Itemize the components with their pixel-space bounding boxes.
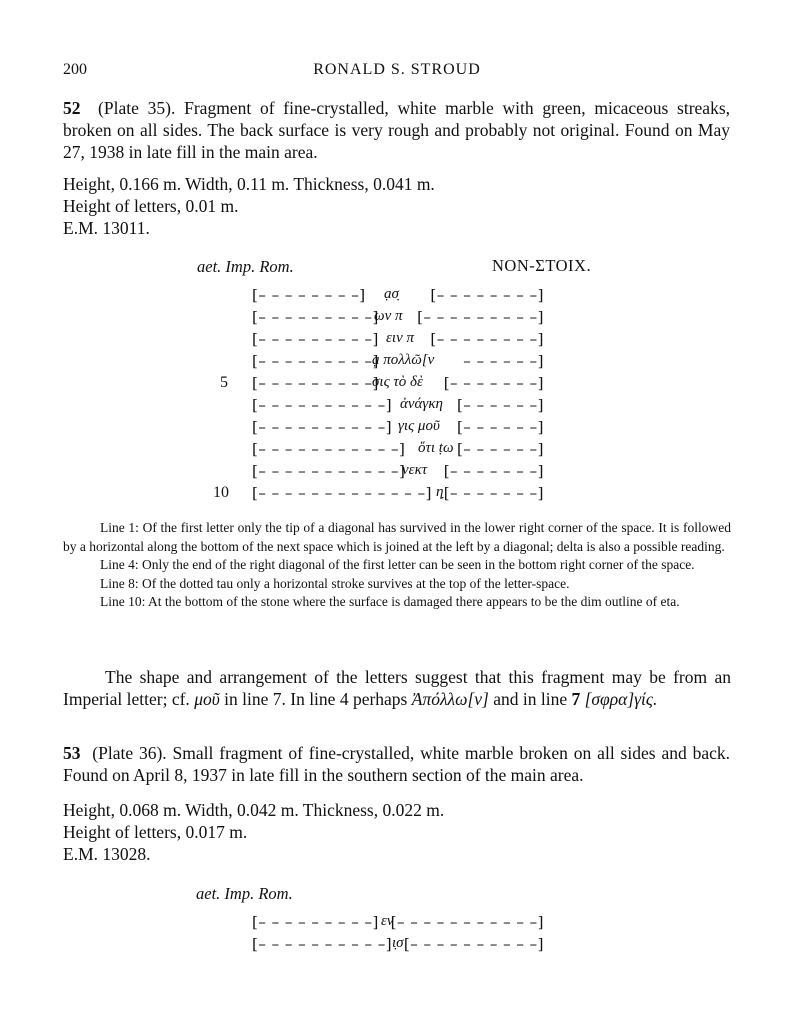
lacuna-left: [– – – – – – – – – –] bbox=[252, 935, 393, 953]
running-title: RONALD S. STROUD bbox=[313, 61, 481, 78]
greek-text: ὅτι ṭω bbox=[418, 440, 454, 456]
entry-52-description bbox=[63, 97, 730, 163]
lacuna-right: [– – – – – –] bbox=[456, 440, 544, 458]
greek-text: η̣ bbox=[436, 484, 444, 500]
lacuna-right: [– – – – – – – –] bbox=[430, 286, 544, 304]
lacuna-right: [– – – – – – – – – – –] bbox=[390, 913, 544, 931]
greek-text: ι̣σ bbox=[392, 935, 404, 951]
line-number-5: 5 bbox=[220, 374, 228, 391]
commentary-greek-2: Ἀπόλλω[ν] bbox=[411, 689, 489, 709]
lacuna-right: [– – – – – – –] bbox=[443, 374, 544, 392]
entry-53-number: 53 bbox=[63, 743, 81, 763]
entry-53-measurements bbox=[63, 799, 444, 865]
lacuna-right: [– – – – – – –] bbox=[443, 462, 544, 480]
greek-text: ἀνάγκη bbox=[400, 396, 443, 412]
entry-53-text: (Plate 36). Small fragment of fine-crystalled, white marble broken on all sides and back. Found on April 8, 1937 in late fill in the southern section of the main area. bbox=[63, 743, 731, 785]
entry-52-measurements bbox=[63, 173, 435, 239]
inscription-line-4 bbox=[252, 352, 544, 374]
entry-52-dimensions: Height, 0.166 m. Width, 0.11 m. Thickness, 0.041 m. bbox=[63, 174, 435, 194]
entry-53-inventory: E.M. 13028. bbox=[63, 844, 151, 864]
lacuna-left: [– – – – – – – – – – –] bbox=[252, 440, 406, 458]
line-number-10: 10 bbox=[213, 484, 229, 501]
entry-52-text: (Plate 35). Fragment of fine-crystalled, white marble with green, micaceous streaks, broken on all sides. The back surface is very rough and probably not original. Found on May 27, 1938 in late fill in the main area. bbox=[63, 98, 730, 162]
lacuna-right: [– – – – – – – –] bbox=[430, 330, 544, 348]
greek-text: σις τὸ δὲ bbox=[372, 374, 423, 390]
lacuna-right: [– – – – – – – – – –] bbox=[403, 935, 544, 953]
entry-52-style-label: NON-ΣTOIX. bbox=[492, 256, 592, 275]
lacuna-left: [– – – – – – – – –] bbox=[252, 374, 379, 392]
lacuna-left: [– – – – – – – – – –] bbox=[252, 418, 393, 436]
greek-text: ạσ̣ bbox=[384, 286, 399, 302]
entry-52-date-label: aet. Imp. Rom. bbox=[197, 257, 294, 276]
entry-53-description bbox=[63, 742, 730, 786]
greek-text: ων π bbox=[374, 308, 403, 324]
note-line-8: Line 8: Of the dotted tau only a horizontal stroke survives at the top of the letter-space. bbox=[100, 575, 570, 591]
entry-52-letter-height: Height of letters, 0.01 m. bbox=[63, 196, 239, 216]
inscription-line-3 bbox=[252, 330, 544, 352]
greek-text: ạ πολλῶ[ν bbox=[372, 352, 435, 368]
lacuna-left: [– – – – – – – – – –] bbox=[252, 396, 393, 414]
lacuna-right: – – – – – –] bbox=[463, 352, 544, 370]
entry-52-number: 52 bbox=[63, 98, 81, 118]
lacuna-left: [– – – – – – – – –] bbox=[252, 913, 379, 931]
greek-text: εν bbox=[381, 913, 394, 929]
entry-52-notes bbox=[63, 519, 731, 612]
inscription-line-5 bbox=[252, 374, 544, 396]
entry-53-letter-height: Height of letters, 0.017 m. bbox=[63, 822, 248, 842]
lacuna-right: [– – – – – –] bbox=[456, 396, 544, 414]
inscription-line-1 bbox=[252, 286, 544, 308]
inscription-53-line-2 bbox=[252, 935, 544, 957]
page-number: 200 bbox=[63, 61, 87, 78]
note-line-1: Line 1: Of the first letter only the tip of a diagonal has survived in the lower right corner of the space. It is followed by a horizontal along the bottom of the next space which is joined at the left by a diagonal; delta is also a possible reading. bbox=[63, 520, 731, 554]
inscription-53-line-1 bbox=[252, 913, 544, 935]
lacuna-left: [– – – – – – – – –] bbox=[252, 352, 379, 370]
lacuna-right: [– – – – – –] bbox=[456, 418, 544, 436]
inscription-line-10 bbox=[252, 484, 544, 506]
entry-52-inventory: E.M. 13011. bbox=[63, 218, 150, 238]
entry-53-dimensions: Height, 0.068 m. Width, 0.042 m. Thickness, 0.022 m. bbox=[63, 800, 445, 820]
note-line-10: Line 10: At the bottom of the stone where the surface is damaged there appears to be the dim outline of eta. bbox=[100, 594, 680, 609]
commentary-greek-3: [σφρα]γίς. bbox=[584, 689, 658, 709]
lacuna-left: [– – – – – – – – – – – – –] bbox=[252, 484, 432, 502]
inscription-line-6 bbox=[252, 396, 544, 418]
entry-52-commentary bbox=[63, 666, 731, 710]
lacuna-left: [– – – – – – – – –] bbox=[252, 330, 379, 348]
greek-text: νεκτ bbox=[402, 462, 428, 478]
greek-text: ειν π bbox=[386, 330, 415, 346]
commentary-text-3: and in line bbox=[493, 689, 568, 709]
commentary-text-2: in line 7. In line 4 perhaps bbox=[224, 689, 408, 709]
entry-53-date-label: aet. Imp. Rom. bbox=[196, 884, 293, 903]
inscription-line-9 bbox=[252, 462, 544, 484]
commentary-greek-1: μοῦ bbox=[194, 689, 220, 709]
lacuna-left: [– – – – – – – – – – –] bbox=[252, 462, 406, 480]
commentary-line-ref: 7 bbox=[571, 689, 581, 709]
note-line-4: Line 4: Only the end of the right diagonal of the first letter can be seen in the bottom right corner of the space. bbox=[100, 557, 695, 572]
lacuna-left: [– – – – – – – –] bbox=[252, 286, 366, 304]
greek-text: γις μοῦ bbox=[398, 418, 440, 434]
lacuna-right: [– – – – – – – – –] bbox=[417, 308, 544, 326]
commentary-text-1: The shape and arrangement of the letters suggest that this fragment may be from an Imperial letter; cf. bbox=[63, 667, 731, 709]
lacuna-left: [– – – – – – – – –] bbox=[252, 308, 379, 326]
inscription-line-7 bbox=[252, 418, 544, 440]
inscription-line-2 bbox=[252, 308, 544, 330]
inscription-line-8 bbox=[252, 440, 544, 462]
lacuna-right: [– – – – – – –] bbox=[443, 484, 544, 502]
